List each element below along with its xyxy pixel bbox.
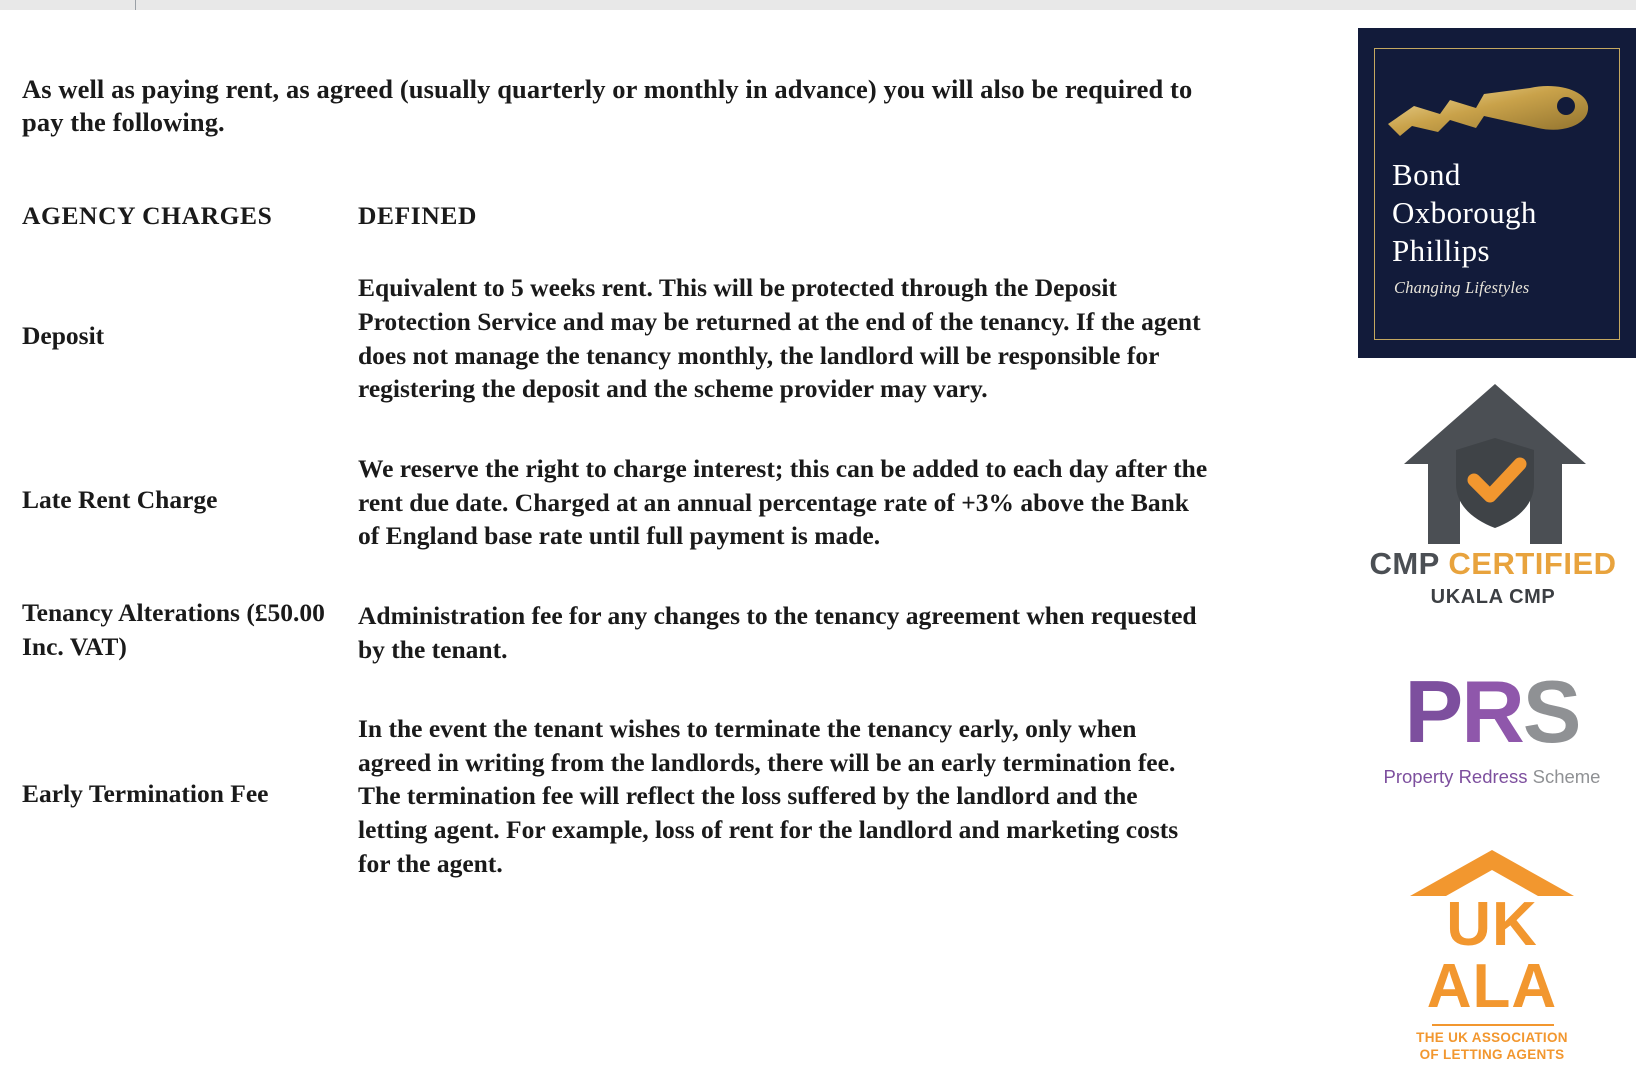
logo-sidebar — [1340, 20, 1636, 1090]
cmp-word-1: CMP — [1369, 546, 1440, 581]
intro-paragraph: As well as paying rent, as agreed (usually quarterly or monthly in advance) you will also be required to pay the following. — [22, 73, 1193, 137]
table-header-row — [22, 201, 1212, 265]
logo-line-1: Bond — [1392, 157, 1461, 192]
agency-charges-table — [22, 201, 1212, 920]
cmp-word-2: CERTIFIED — [1448, 546, 1617, 581]
ukala-subtitle-line-2: OF LETTING AGENTS — [1419, 1046, 1565, 1062]
table-row — [22, 706, 1212, 920]
prs-logo — [1358, 662, 1626, 810]
prs-letter-r: R — [1461, 662, 1523, 761]
cmp-certified-logo — [1350, 380, 1636, 628]
column-header-defined: DEFINED — [358, 201, 477, 231]
ukala-line-1: UK — [1446, 890, 1538, 959]
ukala-logo — [1358, 850, 1626, 1075]
prs-subtitle — [1358, 766, 1626, 788]
house-shield-icon — [1402, 380, 1588, 548]
charge-term: Deposit — [22, 320, 105, 350]
ukala-subtitle-line-1: THE UK ASSOCIATION — [1416, 1030, 1568, 1045]
table-row — [22, 265, 1212, 446]
logo-line-3: Phillips — [1392, 232, 1490, 268]
charge-term: Early Termination Fee — [22, 778, 269, 808]
divider — [1432, 1024, 1554, 1026]
ukala-subtitle — [1358, 1030, 1626, 1064]
logo-line-2: Oxborough — [1392, 194, 1537, 230]
ukala-line-2: ALA — [1426, 952, 1558, 1021]
charge-term: Tenancy Alterations (£50.00 Inc. VAT) — [22, 598, 325, 661]
table-row — [22, 593, 1212, 706]
logo-tagline: Changing Lifestyles — [1394, 278, 1530, 297]
document-body — [0, 10, 1340, 920]
cmp-wordmark — [1350, 546, 1636, 582]
charge-term: Late Rent Charge — [22, 484, 218, 514]
charge-definition: In the event the tenant wishes to terminate the tenancy early, only when agreed in writing from the landlords, there will be an early termination fee. The termination fee will reflect the loss suffered by the landlord and the letting agent. For example, loss of rent for the landlord and marketing costs for the agent. — [358, 714, 1179, 878]
key-icon — [1380, 70, 1596, 148]
prs-subtitle-part-2: Scheme — [1532, 766, 1601, 787]
cmp-subtitle: UKALA CMP — [1430, 586, 1556, 608]
ukala-wordmark — [1358, 890, 1626, 1021]
prs-subtitle-part-1: Property Redress — [1383, 766, 1533, 787]
prs-letter-p: P — [1404, 662, 1462, 761]
charge-definition: Equivalent to 5 weeks rent. This will be protected through the Deposit Protection Service and may be returned at the end of the tenancy. If the agent does not manage the tenancy monthly, the landlord will be responsible for registering the deposit and the scheme provider may vary. — [358, 273, 1201, 404]
window-top-strip — [0, 0, 1636, 10]
bond-oxborough-phillips-logo — [1358, 28, 1636, 358]
document-page — [0, 10, 1636, 1080]
charge-definition: We reserve the right to charge interest; this can be added to each day after the rent due date. Charged at an annual percentage rate of +3% above the Bank of England base rate until full payment is made. — [358, 453, 1208, 551]
charge-definition: Administration fee for any changes to the tenancy agreement when requested by the tenant. — [358, 600, 1197, 664]
logo-wordmark — [1392, 156, 1537, 269]
column-header-agency-charges: AGENCY CHARGES — [22, 201, 273, 231]
prs-wordmark — [1358, 662, 1626, 761]
prs-letter-s: S — [1522, 662, 1580, 761]
table-row — [22, 446, 1212, 593]
